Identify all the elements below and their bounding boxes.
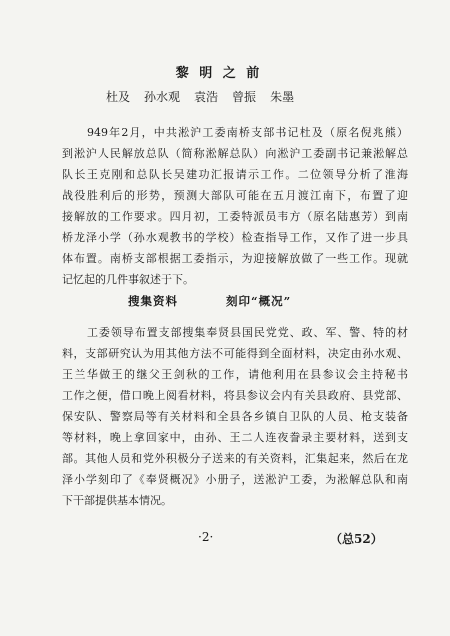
- paragraph-line: 队长王克刚和总队长吴建功汇报请示工作。二位领导分析了淮海: [62, 168, 408, 181]
- total-page-number: （总52）: [330, 532, 383, 546]
- paragraph-line: 料，支部研究认为用其他方法不可能得到全面材料，决定由孙水观、: [62, 347, 408, 360]
- paragraph-line: 王兰华做王的继父王剑秋的工作，请他利用在县参议会主持秘书: [62, 368, 408, 381]
- article-title: 黎 明 之 前: [175, 66, 263, 81]
- paragraph-intro: [62, 122, 408, 290]
- author-name: 杜及: [106, 90, 131, 104]
- section-heading-left: 搜集资料: [128, 294, 178, 308]
- paragraph-line: 到淞沪人民解放总队（简称淞解总队）向淞沪工委副书记兼淞解总: [62, 147, 408, 160]
- author-name: 袁浩: [194, 90, 219, 104]
- paragraph-line: 桥龙泽小学（孙水观教书的学校）检查指导工作，又作了进一步具: [62, 231, 408, 244]
- paragraph-line: 记忆起的几件事叙述于下。: [62, 273, 194, 286]
- paragraph-line: 泽小学刻印了《奉贤概况》小册子，送淞沪工委，为淞解总队和南: [62, 473, 408, 486]
- paragraph-line: 部。其他人员和党外积极分子送来的有关资料，汇集起来，然后在龙: [62, 452, 408, 465]
- paragraph-line: 体布置。南桥支部根据工委指示，为迎接解放做了一些工作。现就: [62, 252, 408, 265]
- paragraph-line: 下干部提供基本情况。: [62, 494, 172, 507]
- paragraph-materials: [62, 322, 408, 511]
- author-name: 朱墨: [270, 90, 295, 104]
- paragraph-line: 工委领导布置支部搜集奉贤县国民党党、政、军、警、特的材: [87, 326, 408, 339]
- paragraph-line: 949年2月，中共淞沪工委南桥支部书记杜及（原名倪兆熊）: [87, 126, 408, 139]
- author-list: [106, 88, 294, 105]
- paragraph-line: 等材料，晚上拿回家中，由孙、王二人连夜誊录主要材料，送到支: [62, 431, 408, 444]
- section-heading-right: 刻印“概况”: [226, 294, 292, 308]
- paragraph-line: 接解放的工作要求。四月初，工委特派员韦方（原名陆惠芳）到南: [62, 210, 408, 223]
- paragraph-line: 保安队、警察局等有关材料和全县各乡镇自卫队的人员、枪支装备: [62, 410, 408, 423]
- paragraph-line: 工作之便，借口晚上阅看材料，将县参议会内有关县政府、县党部、: [62, 389, 408, 402]
- page-number: ·2·: [198, 530, 214, 544]
- author-name: 孙水观: [144, 90, 181, 104]
- author-name: 曾振: [232, 90, 257, 104]
- paragraph-line: 战役胜利后的形势，预测大部队可能在五月渡江南下，布置了迎: [62, 189, 408, 202]
